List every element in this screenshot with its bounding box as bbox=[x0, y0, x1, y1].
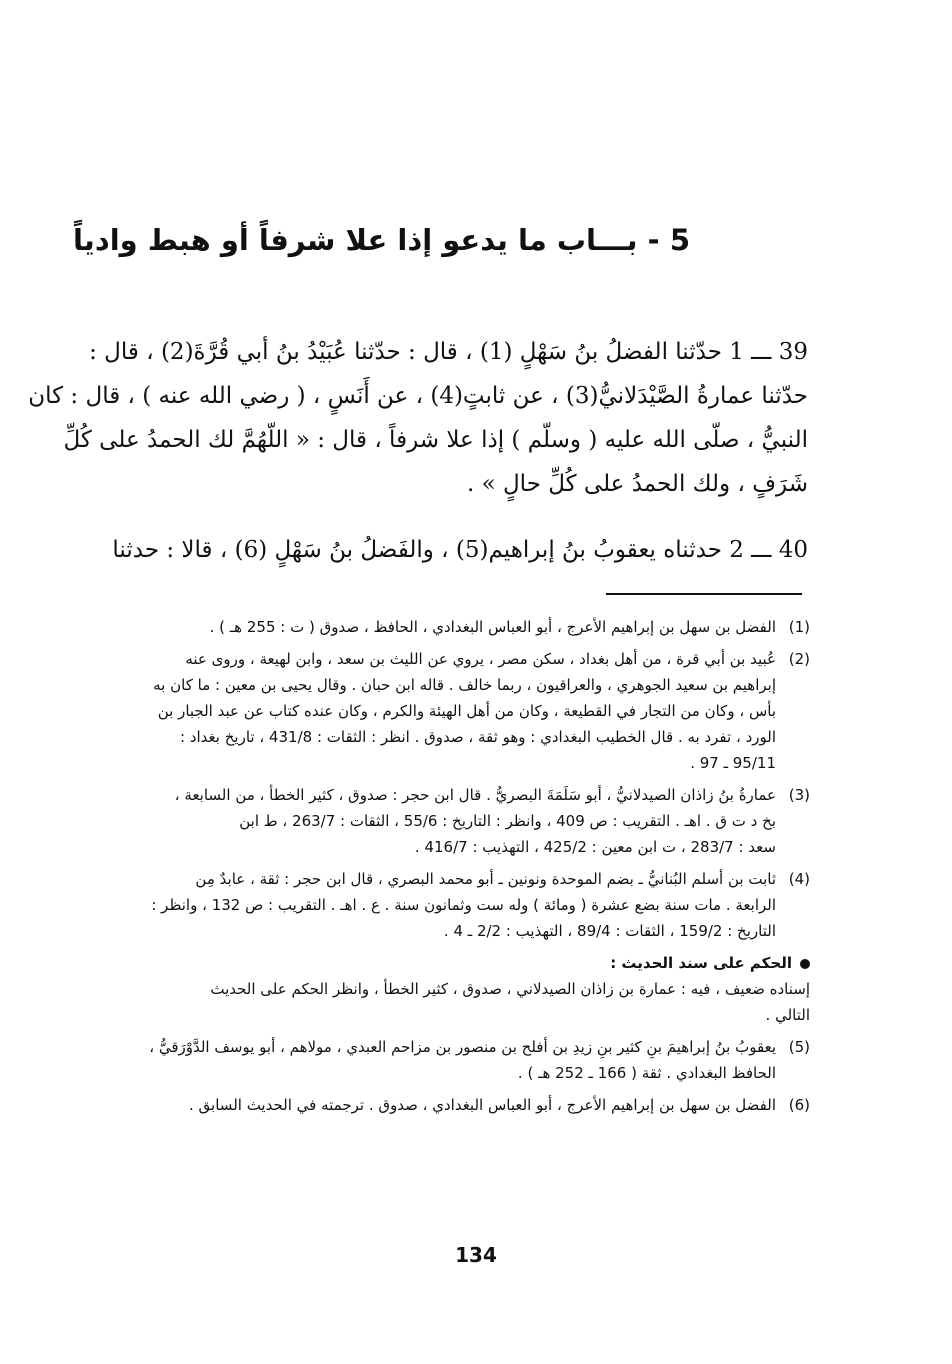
footnote-line: التاريخ : 159/2 ، الثقات : 89/4 ، التهذيب : 2/2 ـ 4 . bbox=[443, 922, 776, 940]
footnote-number: (3) bbox=[788, 786, 810, 804]
chapter-title: 5 - بـــاب ما يدعو إذا علا شرفاً أو هبط وادياً bbox=[73, 223, 690, 257]
isnad-judgment bbox=[72, 950, 810, 1028]
footnote-number: (4) bbox=[788, 870, 810, 888]
footnote-line: إبراهيم بن سعيد الجوهري ، والعراقيون ، ربما خالف . قاله ابن حبان . وقال يحيى بن معين : ما كان به bbox=[153, 676, 776, 694]
footnote-number: (6) bbox=[788, 1096, 810, 1114]
footnote-line: 95/11 ـ 97 . bbox=[690, 754, 776, 772]
footnote-5 bbox=[72, 1034, 810, 1086]
footnote-number: (1) bbox=[788, 618, 810, 636]
judgment-heading: الحكم على سند الحديث : bbox=[610, 954, 792, 972]
footnote-6 bbox=[72, 1092, 810, 1118]
footnote-3 bbox=[72, 782, 810, 860]
judgment-line: إسناده ضعيف ، فيه : عمارة بن زاذان الصيدلاني ، صدوق ، كثير الخطأ ، وانظر الحكم على الحديث bbox=[210, 980, 810, 998]
footnote-2 bbox=[72, 646, 810, 776]
footnote-line: الفضل بن سهل بن إبراهيم الأعرج ، أبو العباس البغدادي ، صدوق . ترجمته في الحديث السابق . bbox=[189, 1096, 776, 1114]
footnote-line: ثابت بن أسلم البُنانيُّ ـ بضم الموحدة ونونين ـ أبو محمد البصري ، قال ابن حجر : ثقة ، عابدٌ مِن bbox=[195, 870, 776, 888]
footnote-1 bbox=[72, 614, 810, 640]
footnote-number: (2) bbox=[788, 650, 810, 668]
hadith-line: 40 ـــ 2 حدثناه يعقوبُ بنُ إبراهيم(5) ، والفَضلُ بنُ سَهْلٍ (6) ، قالا : حدثنا bbox=[112, 537, 808, 563]
footnote-line: الورد ، تفرد به . قال الخطيب البغدادي : وهو ثقة ، صدوق . انظر : الثقات : 431/8 ، تاريخ بغداد : bbox=[180, 728, 776, 746]
footnote-line: بأس ، وكان من التجار في القطيعة ، وكان من أهل الهيئة والكرم ، وكان عنده كتاب عن عبد الجبار بن bbox=[157, 702, 776, 720]
footnote-number: (5) bbox=[788, 1038, 810, 1056]
footnote-line: الفضل بن سهل بن إبراهيم الأعرج ، أبو العباس البغدادي ، الحافظ ، صدوق ( ت : 255 هـ ) . bbox=[209, 618, 776, 636]
footnote-line: سعد : 283/7 ، ت ابن معين : 425/2 ، التهذيب : 416/7 . bbox=[414, 838, 776, 856]
footnote-line: الرابعة . مات سنة بضع عشرة ( ومائة ) وله ست وثمانون سنة . ع . اهـ . التقريب : ص 132 ، وانظر : bbox=[151, 896, 776, 914]
footnote-line: عمارةُ بنُ زاذان الصيدلانيُّ ، أبو سَلَمَةَ البصريُّ . قال ابن حجر : صدوق ، كثير الخطأ ، من السابعة ، bbox=[174, 786, 776, 804]
footnote-line: يعقوبُ بنُ إبراهيمَ بنِ كثير بنِ زيدِ بن أفلح بن منصور بن مزاحم العبدي ، مولاهم ، أبو يوسف الدَّوْرَقيُّ ، bbox=[149, 1038, 776, 1056]
hadith-line: 39 ـــ 1 حدّثنا الفضلُ بنُ سَهْلٍ (1) ، قال : حدّثنا عُبَيْدُ بنُ أبي قُرَّةَ(2) ، قال : bbox=[89, 339, 808, 365]
judgment-line: التالي . bbox=[765, 1006, 810, 1024]
hadith-39 bbox=[28, 330, 808, 506]
footnote-line: بخ د ت ق . اهـ . التقريب : ص 409 ، وانظر : التاريخ : 55/6 ، الثقات : 263/7 ، ط ابن bbox=[239, 812, 776, 830]
footnote-divider bbox=[606, 593, 802, 595]
footnote-line: عُبيد بن أبي قرة ، من أهل بغداد ، سكن مصر ، يروي عن الليث بن سعد ، وابن لهيعة ، وروى عنه bbox=[185, 650, 776, 668]
page-number: 134 bbox=[455, 1243, 497, 1267]
footnote-4 bbox=[72, 866, 810, 944]
hadith-line: النبيُّ ، صلّى الله عليه ( وسلّم ) إذا علا شرفاً ، قال : « اللّهُمَّ لك الحمدُ على كُلِّ bbox=[63, 427, 808, 453]
bullet-icon bbox=[800, 959, 810, 969]
hadith-line: حدّثنا عمارةُ الصَّيْدَلانيُّ(3) ، عن ثابتٍ(4) ، عن أَنَسٍ ، ( رضي الله عنه ) ، قال : كان bbox=[28, 383, 808, 409]
footnote-line: الحافظ البغدادي . ثقة ( 166 ـ 252 هـ ) . bbox=[517, 1064, 776, 1082]
hadith-40 bbox=[76, 528, 808, 572]
hadith-line: شَرَفٍ ، ولك الحمدُ على كُلِّ حالٍ » . bbox=[466, 471, 808, 497]
footnotes bbox=[72, 614, 810, 1124]
